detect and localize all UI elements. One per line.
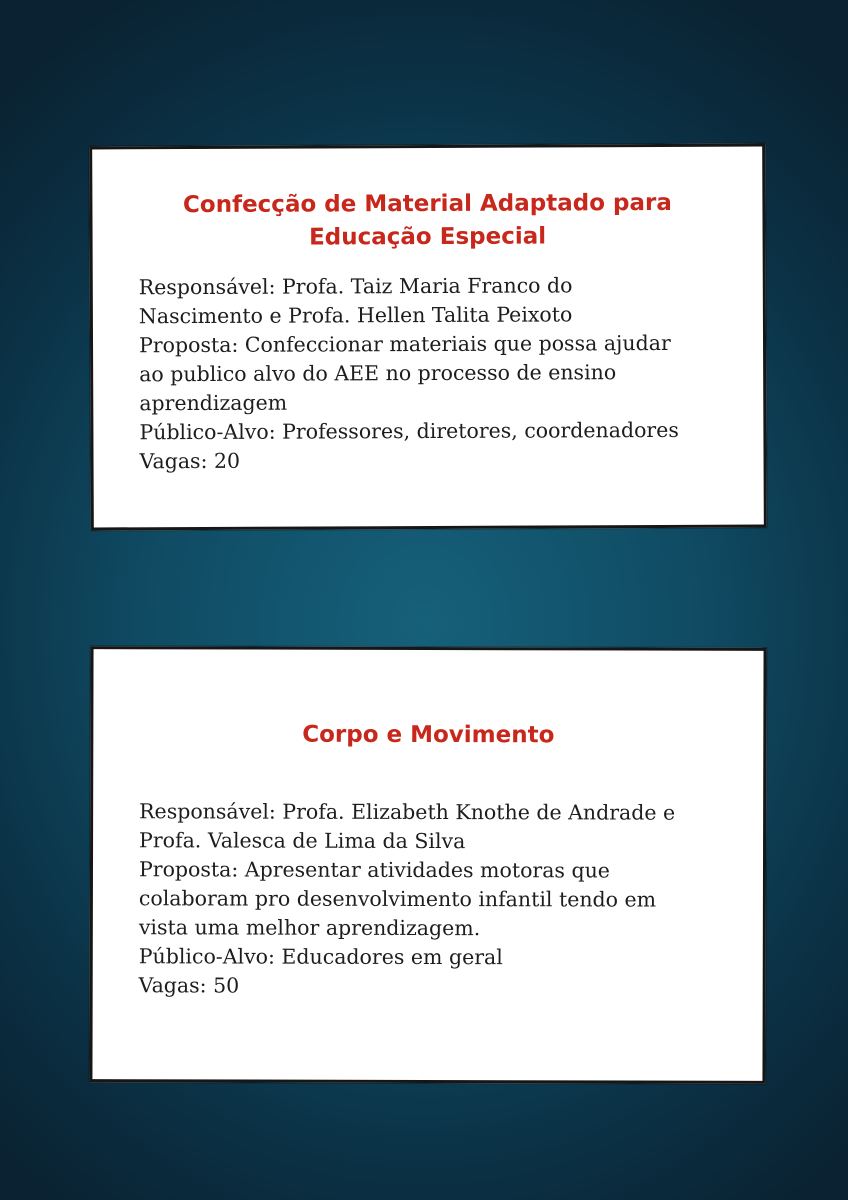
card-title — [93, 718, 763, 753]
publico-alvo-text: Público-Alvo: Educadores em geral — [138, 944, 503, 970]
card-body — [139, 271, 744, 477]
proposta-text: ao publico alvo do AEE no processo de ensino — [139, 360, 617, 387]
card-title-line: Confecção de Material Adaptado para — [182, 189, 672, 219]
publico-alvo-text: Público-Alvo: Professores, diretores, coordenadores — [139, 417, 679, 445]
proposta-text: vista uma melhor aprendizagem. — [138, 915, 481, 941]
workshop-card-material-adaptado — [89, 144, 767, 531]
vagas-text: Vagas: 20 — [139, 448, 241, 474]
proposta-text: aprendizagem — [139, 390, 288, 416]
responsavel-text: Responsável: Profa. Elizabeth Knothe de Andrade e — [139, 799, 676, 825]
vagas-text: Vagas: 50 — [138, 973, 240, 998]
proposta-text: Proposta: Apresentar atividades motoras que — [138, 857, 610, 883]
card-body — [139, 797, 744, 1002]
proposta-text: colaboram pro desenvolvimento infantil tendo em — [138, 886, 657, 912]
responsavel-text: Profa. Valesca de Lima da Silva — [139, 828, 466, 854]
card-title-line: Educação Especial — [308, 223, 547, 251]
proposta-text: Proposta: Confeccionar materiais que possa ajudar — [138, 330, 671, 358]
card-title-line: Corpo e Movimento — [302, 721, 555, 749]
workshop-card-corpo-movimento — [89, 646, 766, 1084]
responsavel-text: Nascimento e Profa. Hellen Talita Peixoto — [138, 302, 573, 329]
card-title — [92, 187, 762, 256]
responsavel-text: Responsável: Profa. Taiz Maria Franco do — [138, 273, 573, 300]
